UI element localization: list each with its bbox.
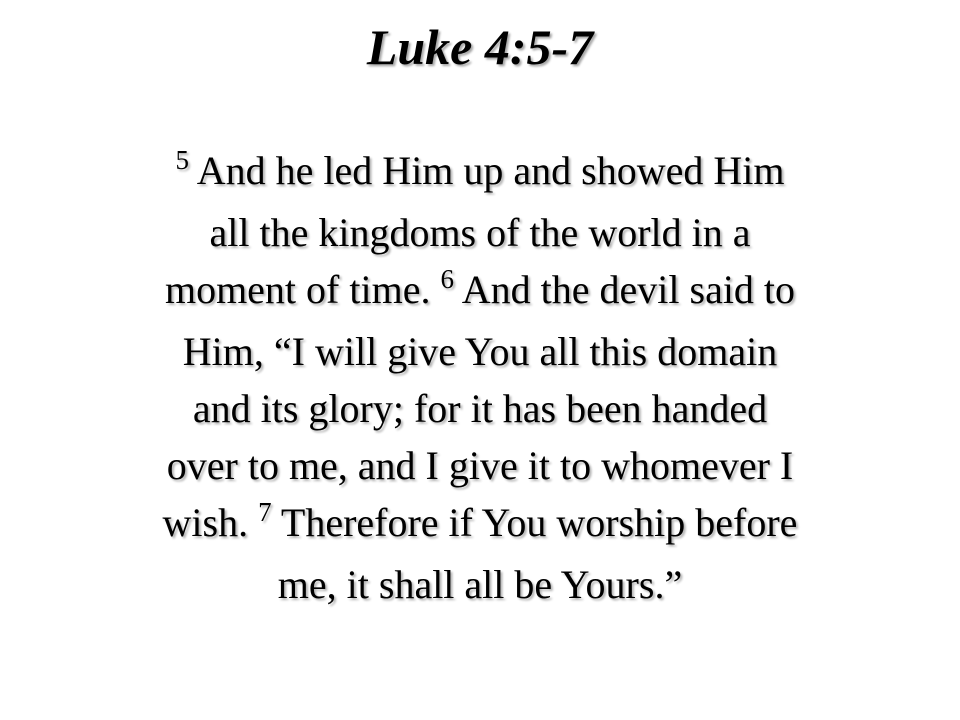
verse-7-text-b: me, it shall all be Yours.” xyxy=(277,562,683,607)
text-line-8 xyxy=(40,556,920,613)
text-line-2 xyxy=(40,204,920,261)
text-line-4 xyxy=(40,323,920,380)
slide-title: Luke 4:5-7 xyxy=(366,19,594,75)
text-line-1 xyxy=(40,142,920,204)
text-line-7 xyxy=(40,494,920,556)
verse-number-5: 5 xyxy=(175,145,189,175)
verse-5-text-b: all the kingdoms of the world in a xyxy=(209,210,751,255)
text-line-3 xyxy=(40,261,920,323)
verse-number-6: 6 xyxy=(440,264,454,294)
verse-6-text-e: wish. xyxy=(162,500,259,545)
verse-5-text-c: moment of time. xyxy=(164,267,441,312)
text-line-6 xyxy=(40,437,920,494)
text-line-5 xyxy=(40,380,920,437)
verse-7-text-a: Therefore if You worship before xyxy=(271,500,798,545)
verse-6-text-c: and its glory; for it has been handed xyxy=(192,386,768,431)
verse-number-7: 7 xyxy=(258,497,272,527)
verse-6-text-b: Him, “I will give You all this domain xyxy=(182,329,778,374)
verse-6-text-d: over to me, and I give it to whomever I xyxy=(166,443,794,488)
verse-6-text-a: And the devil said to xyxy=(453,267,796,312)
scripture-text xyxy=(40,142,920,613)
verse-5-text-a: And he led Him up and showed Him xyxy=(189,148,785,193)
